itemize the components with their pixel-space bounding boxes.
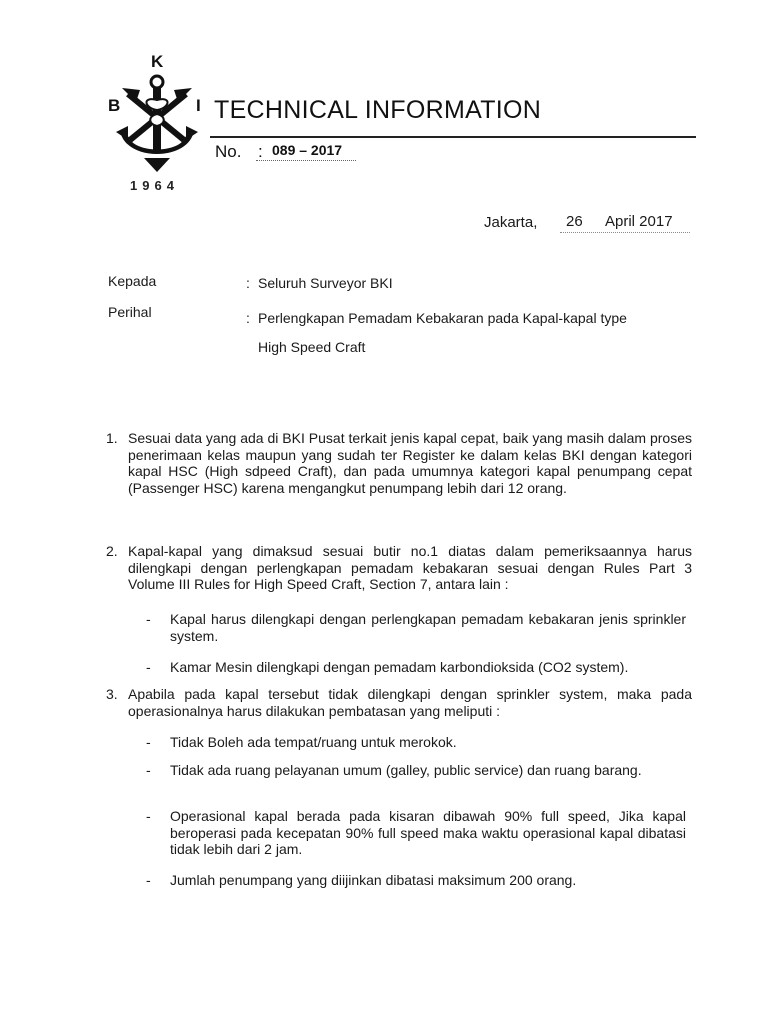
list-item-2 [106, 543, 692, 593]
logo-year: 1964 [130, 178, 179, 193]
number-colon: : [258, 142, 263, 161]
bullet-text: Kapal harus dilengkapi dengan perlengkapan pemadam kebakaran jenis sprinkler system. [170, 611, 686, 644]
date-day: 26 [566, 213, 583, 230]
kepada-value: Seluruh Surveyor BKI [258, 275, 393, 291]
document-number: 089 – 2017 [272, 142, 343, 158]
kepada-label: Kepada [108, 273, 157, 289]
logo-letter-i: I [196, 96, 201, 115]
logo-letter-k: K [151, 52, 164, 71]
bullet-dash: - [146, 762, 151, 778]
bullet-item [146, 872, 686, 889]
bullet-text: Operasional kapal berada pada kisaran dibawah 90% full speed, Jika kapal beroperasi pada kecepatan 90% full speed maka waktu operasional kapal dibatasi tidak lebih dari 2 jam. [170, 808, 686, 857]
bullet-item [146, 611, 686, 644]
perihal-value-line1: Perlengkapan Pemadam Kebakaran pada Kapal-kapal type [258, 310, 627, 326]
kepada-colon: : [246, 275, 250, 291]
bullet-text: Kamar Mesin dilengkapi dengan pemadam karbondioksida (CO2 system). [170, 659, 629, 675]
logo-letter-b: B [108, 96, 121, 115]
list-item-number: 2. [106, 543, 118, 559]
list-item-text: Kapal-kapal yang dimaksud sesuai butir no.1 diatas dalam pemeriksaannya harus dilengkapi dengan perlengkapan pemadam kebakaran sesuai dengan Rules Part 3 Volume III Rules for High Speed Craft, Section 7, antara lain : [128, 543, 692, 592]
bullet-item [146, 762, 686, 779]
bullet-dash: - [146, 734, 151, 750]
bullet-text: Tidak Boleh ada tempat/ruang untuk merokok. [170, 734, 457, 750]
number-label: No. [215, 142, 242, 161]
bullet-item [146, 734, 686, 751]
bullet-dash: - [146, 611, 151, 627]
anchor-emblem-icon [114, 70, 200, 174]
date-month-year: April 2017 [605, 213, 673, 230]
bullet-text: Jumlah penumpang yang diijinkan dibatasi maksimum 200 orang. [170, 872, 577, 888]
list-item-number: 3. [106, 686, 118, 702]
bullet-item [146, 659, 686, 676]
bullet-dash: - [146, 872, 151, 888]
list-item-text: Apabila pada kapal tersebut tidak dilengkapi dengan sprinkler system, maka pada operasionalnya harus dilakukan pembatasan yang meliputi : [128, 686, 692, 719]
bullet-dash: - [146, 659, 151, 675]
list-item-3 [106, 686, 692, 719]
perihal-label: Perihal [108, 304, 152, 320]
list-item-number: 1. [106, 430, 118, 446]
bullet-item [146, 808, 686, 858]
bullet-text: Tidak ada ruang pelayanan umum (galley, public service) dan ruang barang. [170, 762, 642, 778]
document-title: TECHNICAL INFORMATION [214, 96, 542, 124]
date-city: Jakarta, [484, 214, 538, 231]
bki-logo [106, 52, 206, 200]
date-underline [560, 232, 690, 233]
bullet-dash: - [146, 808, 151, 824]
list-item-text: Sesuai data yang ada di BKI Pusat terkait jenis kapal cepat, baik yang masih dalam proses penerimaan kelas maupun yang sudah ter Register ke dalam kelas BKI dengan kategori kapal HSC (High sdpeed Craft), dan pada umumnya kategori kapal penumpang cepat (Passenger HSC) karena mengangkut penumpang lebih dari 12 orang. [128, 430, 692, 496]
perihal-colon: : [246, 310, 250, 326]
title-divider [210, 136, 696, 138]
perihal-value-line2: High Speed Craft [258, 339, 366, 355]
number-underline [256, 160, 356, 161]
list-item-1 [106, 430, 692, 496]
